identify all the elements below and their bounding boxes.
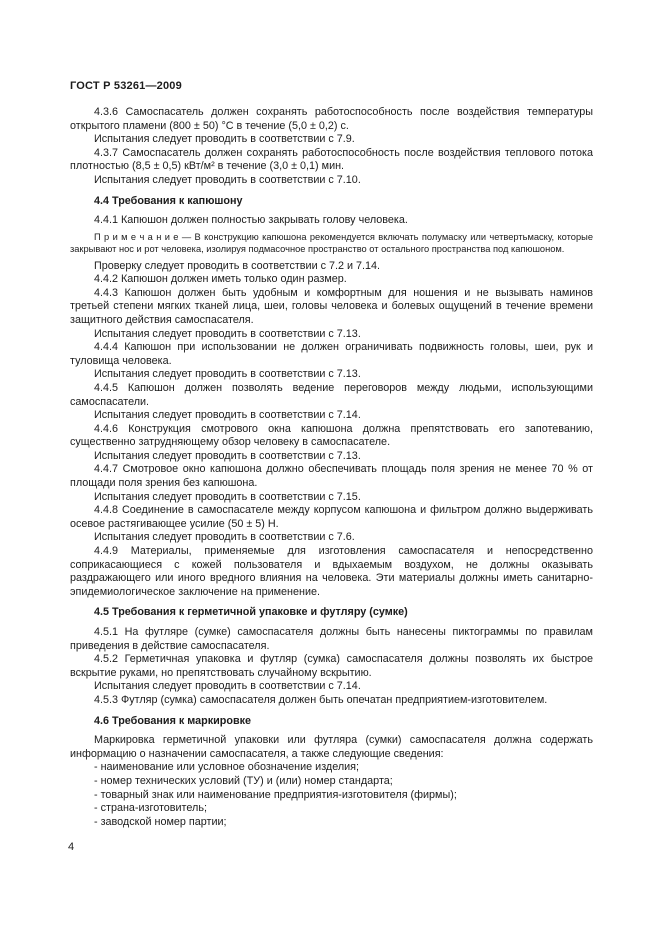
paragraph: Испытания следует проводить в соответствии с 7.13. <box>94 449 361 462</box>
list-item: - номер технических условий (ТУ) и (или) номер стандарта; <box>94 774 393 787</box>
document-body <box>70 106 593 829</box>
paragraph: 4.5.2 Герметичная упаковка и футляр (сумка) самоспасателя должны позволять их быстрое вскрытие руками, но препятствовать случайному вскрытию. <box>70 653 593 679</box>
paragraph: 4.4.2 Капюшон должен иметь только один размер. <box>94 273 347 286</box>
note-paragraph: П р и м е ч а н и е — В конструкцию капюшона рекомендуется включать полумаску или четвертьмаску, которые закрывают нос и рот человека, изолируя подмасочное пространство от остального пространства под капюшоном. <box>70 231 593 254</box>
list-item: - товарный знак или наименование предприятия-изготовителя (фирмы); <box>94 788 457 801</box>
paragraph: 4.4.1 Капюшон должен полностью закрывать голову человека. <box>94 214 408 227</box>
list-item: - заводской номер партии; <box>94 815 227 828</box>
list-item: - наименование или условное обозначение изделия; <box>94 761 360 774</box>
page-number: 4 <box>68 841 75 853</box>
paragraph: 4.4.9 Материалы, применяемые для изготовления самоспасателя и непосредственно соприкасающиеся с кожей пользователя и вдыхаемым воздухом, не должны оказывать раздражающего или иного вредного влияния на человека. Эти материалы должны иметь санитарно-эпидемиологическое заключение на применение. <box>70 545 593 598</box>
paragraph: Испытания следует проводить в соответствии с 7.9. <box>94 133 355 146</box>
paragraph: Испытания следует проводить в соответствии с 7.14. <box>94 409 361 422</box>
paragraph: 4.4.3 Капюшон должен быть удобным и комфортным для ношения и не вызывать наминов третьей степени мягких тканей лица, шеи, головы человека и болевых ощущений в течение времени защитного действия самоспасателя. <box>70 286 593 326</box>
paragraph: 4.5.1 На футляре (сумке) самоспасателя должны быть нанесены пиктограммы по правилам приведения в действие самоспасателя. <box>70 626 593 652</box>
paragraph: Испытания следует проводить в соответствии с 7.10. <box>94 173 361 186</box>
paragraph: 4.4.5 Капюшон должен позволять ведение переговоров между людьми, использующими самоспасатели. <box>70 381 593 408</box>
paragraph: 4.4.8 Соединение в самоспасателе между корпусом капюшона и фильтром должно выдерживать осевое растягивающее усилие (50 ± 5) Н. <box>70 504 593 530</box>
section-heading: 4.5 Требования к герметичной упаковке и футляру (сумке) <box>94 606 408 619</box>
paragraph: 4.5.3 Футляр (сумка) самоспасателя должен быть опечатан предприятием-изготовителем. <box>94 693 548 706</box>
paragraph: Испытания следует проводить в соответствии с 7.6. <box>94 531 355 544</box>
list-item: - страна-изготовитель; <box>94 802 207 815</box>
paragraph: Испытания следует проводить в соответствии с 7.14. <box>94 680 361 693</box>
paragraph: 4.4.6 Конструкция смотрового окна капюшона должна препятствовать его запотеванию, существенно затрудняющему обзор человеку в самоспасателе. <box>70 422 593 449</box>
paragraph: 4.3.6 Самоспасатель должен сохранять работоспособность после воздействия температуры открытого пламени (800 ± 50) °С в течение (5,0 ± 0,2) с. <box>70 106 593 132</box>
paragraph: 4.4.7 Смотровое окно капюшона должно обеспечивать площадь поля зрения не менее 70 % от площади поля зрения без капюшона. <box>70 463 593 490</box>
paragraph: 4.4.4 Капюшон при использовании не должен ограничивать подвижность головы, шеи, рук и туловища человека. <box>70 341 593 367</box>
paragraph: Испытания следует проводить в соответствии с 7.15. <box>94 490 361 503</box>
paragraph: Проверку следует проводить в соответствии с 7.2 и 7.14. <box>94 259 381 272</box>
document-header: ГОСТ Р 53261—2009 <box>70 80 182 92</box>
section-heading: 4.6 Требования к маркировке <box>94 714 251 727</box>
paragraph: Испытания следует проводить в соответствии с 7.13. <box>94 368 361 381</box>
paragraph: Испытания следует проводить в соответствии с 7.13. <box>94 327 361 340</box>
paragraph: Маркировка герметичной упаковки или футляра (сумки) самоспасателя должна содержать информацию о назначении самоспасателя, а также следующие сведения: <box>70 734 593 760</box>
paragraph: 4.3.7 Самоспасатель должен сохранять работоспособность после воздействия теплового потока плотностью (8,5 ± 0,5) кВт/м² в течение (3,0 ± 0,1) мин. <box>70 146 593 173</box>
section-heading: 4.4 Требования к капюшону <box>94 194 243 207</box>
